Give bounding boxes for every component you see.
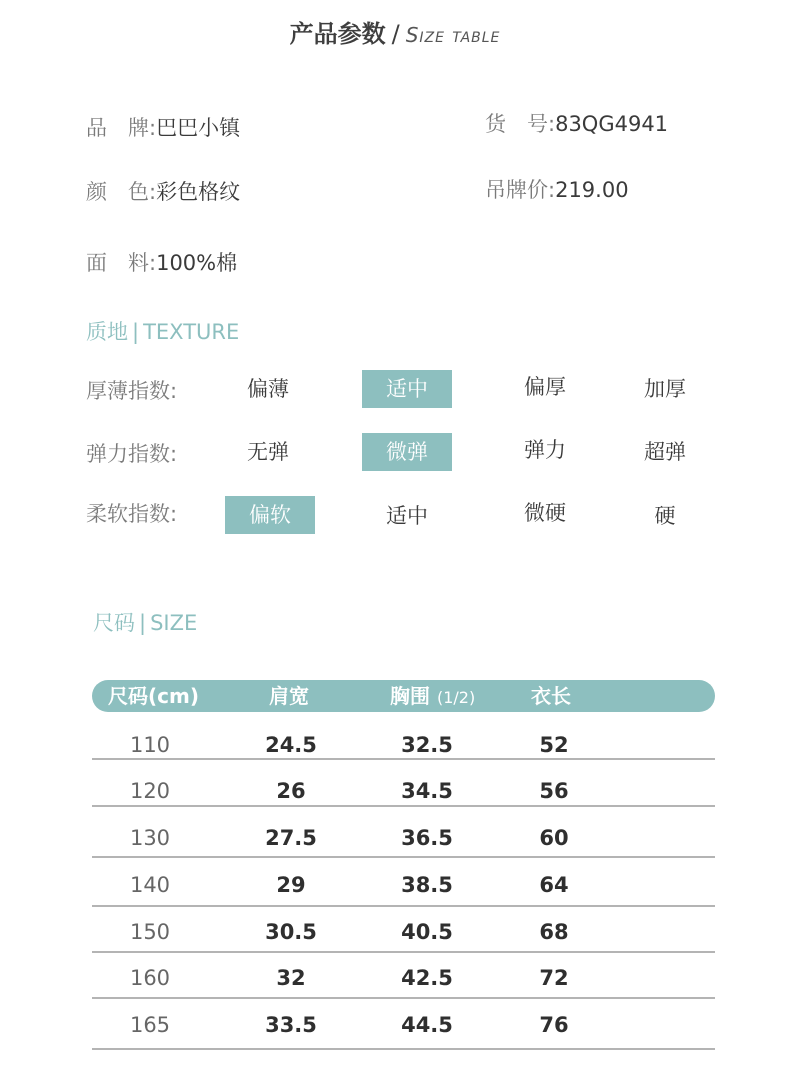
price-label: 吊牌价: [485,178,556,202]
row-divider [92,758,715,760]
texture-heading-en: TEXTURE [143,320,240,344]
row-divider [92,805,715,807]
table-cell-shoulder: 33.5 [265,1013,317,1037]
column-header-shoulder: 肩宽 [269,684,309,708]
thickness-option: 偏薄 [247,377,289,401]
fabric-row [86,247,237,277]
fabric-value: 100%棉 [156,251,238,275]
item-no-row [485,108,668,138]
table-cell-chest: 44.5 [401,1013,453,1037]
table-cell-length: 56 [539,779,569,803]
elasticity-option: 弹力 [524,438,566,462]
table-cell-shoulder: 24.5 [265,733,317,757]
color-label: 颜 色: [86,180,157,204]
size-heading [93,607,197,637]
table-cell-chest: 42.5 [401,966,453,990]
column-header-size: 尺码(cm) [108,684,199,708]
thickness-option: 加厚 [644,377,686,401]
item-no-label: 货 号: [485,112,556,136]
elasticity-option: 超弹 [644,440,686,464]
table-cell-shoulder: 30.5 [265,920,317,944]
table-cell-size: 120 [129,779,171,803]
price-value: 219.00 [555,178,629,202]
table-cell-length: 72 [539,966,569,990]
table-cell-size: 150 [129,920,171,944]
softness-option: 微硬 [524,501,566,525]
table-cell-size: 110 [129,733,171,757]
row-divider [92,1048,715,1050]
table-cell-length: 76 [539,1013,569,1037]
softness-option: 硬 [654,504,676,528]
price-row [485,174,629,204]
color-row [86,176,240,206]
brand-row [86,112,240,142]
table-cell-chest: 34.5 [401,779,453,803]
table-cell-size: 140 [129,873,171,897]
table-cell-shoulder: 29 [276,873,306,897]
column-header-chest [390,680,475,712]
table-cell-size: 160 [129,966,171,990]
table-cell-length: 52 [539,733,569,757]
item-no-value: 83QG4941 [555,112,669,136]
row-divider [92,905,715,907]
size-heading-bar: | [139,611,147,635]
softness-option: 适中 [386,504,428,528]
thickness-option-selected: 适中 [362,370,452,408]
softness-option-selected: 偏软 [225,496,315,534]
title-slash: / [391,20,400,48]
table-cell-chest: 38.5 [401,873,453,897]
chest-label: 胸围 [390,684,430,708]
table-cell-shoulder: 27.5 [265,826,317,850]
chest-note: (1/2) [436,688,476,707]
texture-heading-cn: 质地 [86,320,128,344]
table-cell-chest: 32.5 [401,733,453,757]
table-cell-length: 60 [539,826,569,850]
table-cell-chest: 40.5 [401,920,453,944]
elasticity-option: 无弹 [247,440,289,464]
title-cn: 产品参数 [289,20,386,48]
elasticity-option-selected: 微弹 [362,433,452,471]
title-en: Size table [405,23,501,47]
color-value: 彩色格纹 [156,180,241,204]
table-cell-length: 68 [539,920,569,944]
fabric-label: 面 料: [86,251,157,275]
thickness-option: 偏厚 [524,375,566,399]
table-cell-length: 64 [539,873,569,897]
row-divider [92,951,715,953]
elasticity-label: 弹力指数: [86,442,178,466]
row-divider [92,856,715,858]
page-title [0,14,790,54]
texture-heading-bar: | [132,320,140,344]
column-header-length: 衣长 [531,684,571,708]
size-heading-cn: 尺码 [93,611,135,635]
softness-label: 柔软指数: [86,502,178,526]
table-cell-chest: 36.5 [401,826,453,850]
size-heading-en: SIZE [150,611,198,635]
brand-value: 巴巴小镇 [156,116,241,140]
table-cell-size: 130 [129,826,171,850]
table-cell-size: 165 [129,1013,171,1037]
table-cell-shoulder: 26 [276,779,306,803]
thickness-label: 厚薄指数: [86,379,178,403]
brand-label: 品 牌: [86,116,157,140]
table-cell-shoulder: 32 [276,966,306,990]
row-divider [92,997,715,999]
texture-heading [86,316,239,346]
